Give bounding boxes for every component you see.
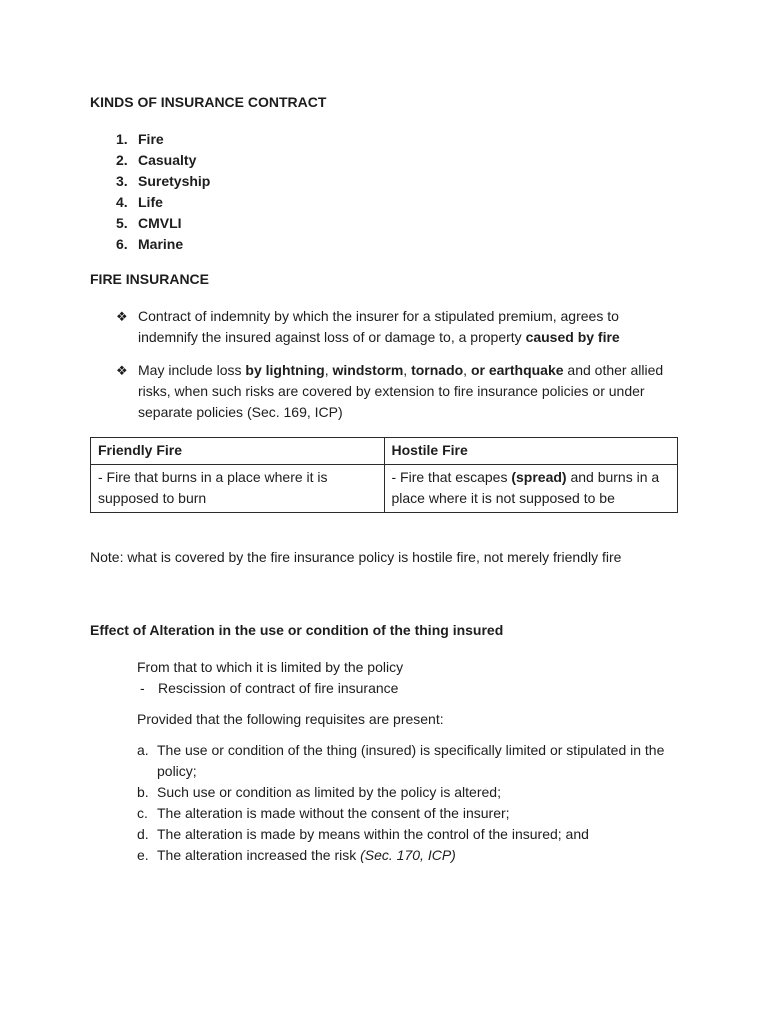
note-paragraph: Note: what is covered by the fire insurance policy is hostile fire, not merely friendly fire <box>90 548 622 565</box>
kinds-item <box>116 150 678 171</box>
kinds-item <box>116 171 678 192</box>
fire-bullet-1 <box>90 306 678 348</box>
kinds-item-label: Marine <box>138 236 184 252</box>
kinds-item <box>116 129 678 150</box>
fire-insurance-heading: FIRE INSURANCE <box>90 271 210 287</box>
requisite-letter: e. <box>137 846 149 863</box>
kinds-item-label: Suretyship <box>138 173 211 189</box>
table-row <box>91 465 678 513</box>
requisite-text: The alteration is made without the consent of the insurer; <box>157 804 510 821</box>
kinds-item-label: Casualty <box>138 152 197 168</box>
table-header-friendly-fire: Friendly Fire <box>91 438 385 465</box>
table-cell-hostile-fire: - Fire that escapes (spread) and burns in a place where it is not supposed to be <box>384 465 678 513</box>
requisite-letter: c. <box>137 804 148 821</box>
requisite-text: The alteration is made by means within the control of the insured; and <box>157 825 589 842</box>
alteration-heading: Effect of Alteration in the use or condition of the thing insured <box>90 621 504 638</box>
table-cell-friendly-fire: - Fire that burns in a place where it is supposed to burn <box>91 465 385 513</box>
provided-line: Provided that the following requisites are present: <box>137 710 444 727</box>
list-number: 2. <box>116 152 128 168</box>
requisite-item <box>137 845 678 866</box>
requisite-text: The alteration increased the risk (Sec. 170, ICP) <box>157 846 456 863</box>
requisite-text: Such use or condition as limited by the policy is altered; <box>157 783 501 800</box>
requisite-letter: a. <box>137 741 149 758</box>
table-header-row <box>91 438 678 465</box>
requisite-item <box>137 740 678 782</box>
kinds-heading: KINDS OF INSURANCE CONTRACT <box>90 94 327 110</box>
kinds-list <box>90 129 678 255</box>
list-number: 3. <box>116 173 128 189</box>
requisite-item <box>137 803 678 824</box>
dash-item <box>140 678 678 699</box>
diamond-bullet-icon: ❖ <box>116 309 128 324</box>
alteration-intro: From that to which it is limited by the policy <box>137 658 404 675</box>
dash-marker: - <box>140 679 145 696</box>
requisite-item <box>137 782 678 803</box>
dash-item-text: Rescission of contract of fire insurance <box>158 679 399 696</box>
requisite-letter: b. <box>137 783 149 800</box>
kinds-item-label: Fire <box>138 131 164 147</box>
list-number: 5. <box>116 215 128 231</box>
kinds-item <box>116 213 678 234</box>
kinds-item-label: Life <box>138 194 163 210</box>
kinds-item <box>116 192 678 213</box>
fire-comparison-table <box>90 437 678 513</box>
table-header-hostile-fire: Hostile Fire <box>384 438 678 465</box>
fire-bullet-2-text: May include loss by lightning, windstorm, tornado, or earthquake and other allied risks, when such risks are covered by extension to fire insurance policies or under separate policies (Sec. 169, ICP) <box>138 362 664 420</box>
list-number: 6. <box>116 236 128 252</box>
diamond-bullet-icon: ❖ <box>116 363 128 378</box>
requisites-list <box>90 740 678 866</box>
fire-bullet-1-text: Contract of indemnity by which the insurer for a stipulated premium, agrees to indemnify the insured against loss of or damage to, a property caused by fire <box>138 308 620 345</box>
list-number: 4. <box>116 194 128 210</box>
kinds-item-label: CMVLI <box>138 215 182 231</box>
requisite-letter: d. <box>137 825 149 842</box>
kinds-item <box>116 234 678 255</box>
requisite-text: The use or condition of the thing (insured) is specifically limited or stipulated in the policy; <box>157 741 665 779</box>
list-number: 1. <box>116 131 128 147</box>
requisite-item <box>137 824 678 845</box>
fire-bullet-2 <box>90 360 678 423</box>
